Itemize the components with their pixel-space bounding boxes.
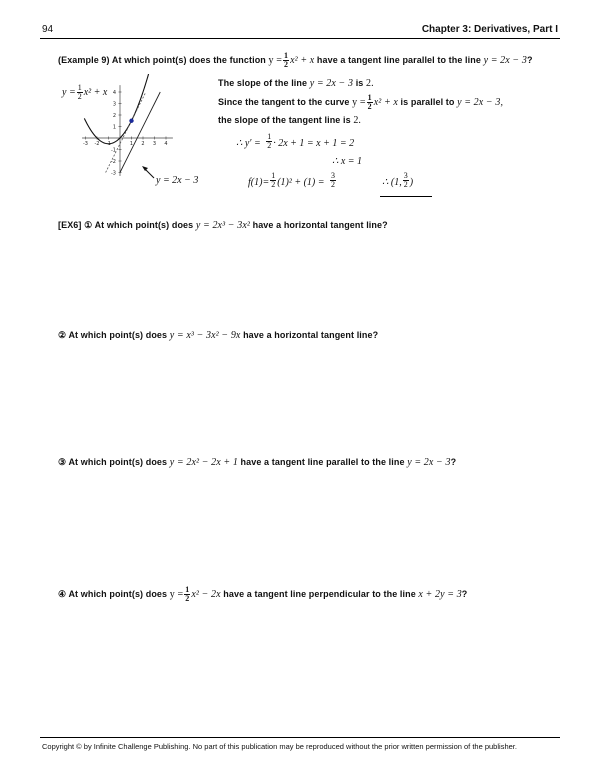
line-label: y = 2x − 3 — [156, 175, 199, 186]
x-tick-label: -3 — [83, 141, 88, 147]
y-tick-label: 2 — [112, 113, 116, 119]
example-label: (Example 9) — [58, 54, 110, 65]
x-tick-label: 1 — [129, 141, 134, 147]
footer-rule — [40, 737, 560, 738]
exercise-2: ② At which point(s) does y = x³ − 3x² − 9x have a horizontal tangent line? — [58, 330, 379, 341]
page-number: 94 — [42, 24, 54, 35]
y-tick-label: 4 — [112, 90, 116, 96]
answer-point: ∴ (1, $\frac{3}{2}$ ) — [382, 171, 414, 190]
chapter-title: Chapter 3: Derivatives, Part I — [421, 24, 558, 35]
solution-line-1: The slope of the line y = 2x − 3 is 2. — [218, 78, 374, 89]
x-tick-label: -2 — [94, 141, 100, 147]
y-tick-label: 3 — [112, 101, 116, 108]
derivative-step: ∴ y′ = $\frac{1}{2}$ · 2x + 1 = x + 1 = 2 — [236, 132, 355, 151]
x-tick-label: 2 — [141, 141, 145, 147]
tangent-point — [129, 119, 133, 123]
x-tick-label: 3 — [152, 141, 157, 147]
arrow-head — [142, 166, 148, 171]
f-of-1-step: f(1)= $\frac{1}{2}$ (1)² + (1) = $\frac{3}{2}$ — [248, 171, 335, 190]
answer-underline — [380, 196, 432, 197]
x-tick-label: -1 — [106, 141, 111, 147]
y-tick-label: -1 — [111, 147, 116, 154]
y-tick-label: -2 — [111, 159, 116, 165]
solution-line-2: Since the tangent to the curve y = $\frac{1}{2}$ x² + x is parallel to y = 2x − 3, — [218, 93, 504, 111]
exercise-4: ④ At which point(s) does y = $\frac{1}{2}$ x² − 2x have a tangent line perpendicular to the line x + 2y = 3? — [58, 585, 468, 603]
curve-label: y = $\frac{1}{2}$ x² + x — [62, 83, 108, 101]
copyright-notice: Copyright © by Infinite Challenge Publishing. No part of this publication may be reproduced without the prior written permission of the publisher. — [42, 742, 517, 751]
exercise-3: ③ At which point(s) does y = 2x² − 2x + 1 have a tangent line parallel to the line y = 2x − 3? — [58, 457, 457, 468]
header-rule — [40, 38, 560, 39]
x-solution-step: ∴ x = 1 — [332, 156, 363, 167]
solution-line-3: the slope of the tangent line is 2. — [218, 115, 362, 126]
x-tick-label: 4 — [164, 141, 168, 147]
y-tick-label: 1 — [112, 124, 116, 131]
example-question: (Example 9) At which point(s) does the function y = $\frac{1}{2}$ x² + x have a tangent line parallel to the line y = 2x − 3? — [58, 51, 533, 69]
y-tick-label: -3 — [111, 170, 116, 177]
exercise-1: [EX6] ① At which point(s) does y = 2x³ − 3x² have a horizontal tangent line? — [58, 220, 388, 231]
